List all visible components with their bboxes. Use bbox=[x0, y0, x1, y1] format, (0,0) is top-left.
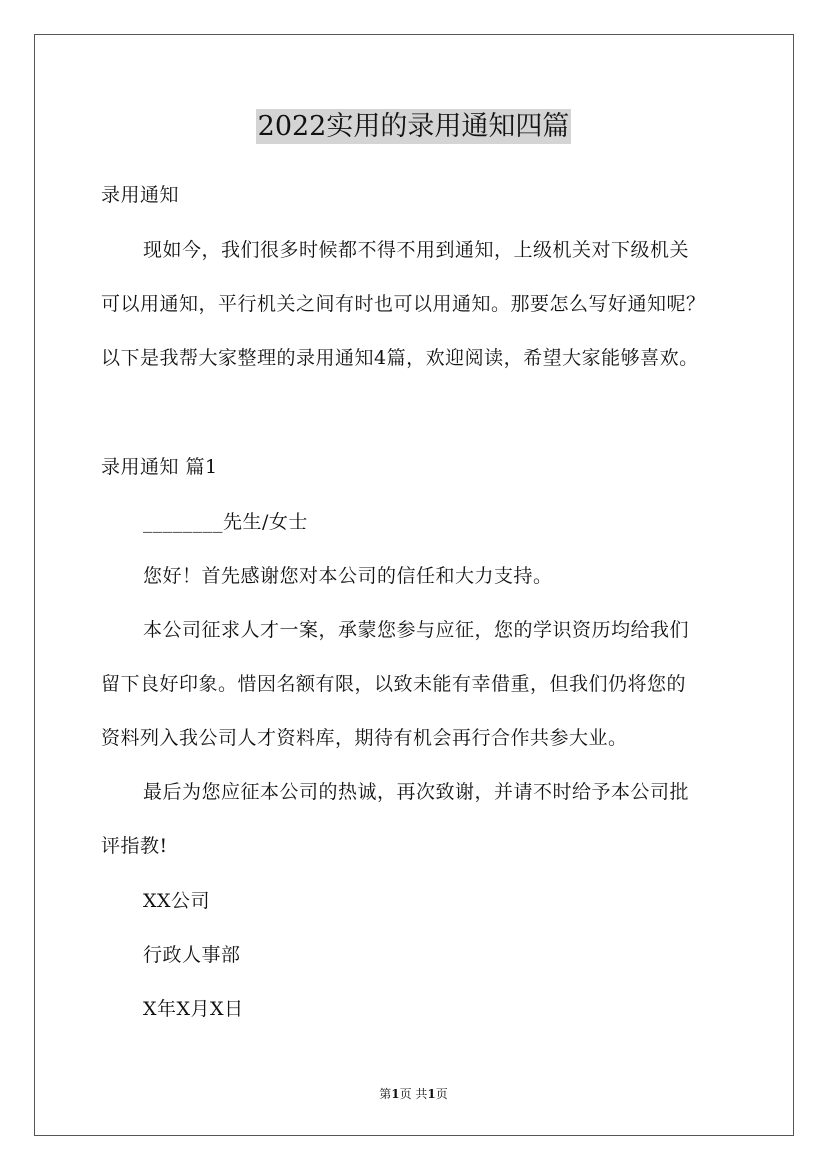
body-line-1: 本公司征求人才一案，承蒙您参与应征，您的学识资历均给我们 bbox=[143, 619, 690, 641]
letter-date: X年X月X日 bbox=[143, 998, 244, 1020]
article-heading: 录用通知 篇1 bbox=[101, 456, 218, 478]
body-line-2: 留下良好印象。惜因名额有限，以致未能有幸借重，但我们仍将您的 bbox=[101, 673, 687, 695]
footer-page-total: 1 bbox=[427, 1087, 436, 1101]
body-line-3: 资料列入我公司人才资料库，期待有机会再行合作共参大业。 bbox=[101, 727, 628, 749]
footer-page-mid: 页 共 bbox=[399, 1087, 428, 1101]
intro-line-1: 现如今，我们很多时候都不得不用到通知，上级机关对下级机关 bbox=[143, 239, 690, 261]
footer-page-current: 1 bbox=[391, 1087, 400, 1101]
closing-line-2: 评指教! bbox=[101, 835, 168, 857]
footer-page-prefix: 第 bbox=[379, 1087, 392, 1101]
department-name: 行政人事部 bbox=[143, 944, 241, 966]
intro-line-3: 以下是我帮大家整理的录用通知4篇，欢迎阅读，希望大家能够喜欢。 bbox=[101, 347, 699, 369]
document-title: 2022实用的录用通知四篇 bbox=[257, 111, 570, 142]
section-heading: 录用通知 bbox=[101, 184, 180, 206]
closing-line-1: 最后为您应征本公司的热诚，再次致谢，并请不时给予本公司批 bbox=[143, 781, 690, 803]
greeting: 您好！首先感谢您对本公司的信任和大力支持。 bbox=[143, 565, 553, 587]
document-title-wrap bbox=[0, 104, 827, 143]
salutation: ________先生/女士 bbox=[143, 511, 308, 533]
footer-page-suffix: 页 bbox=[435, 1087, 448, 1101]
company-name: XX公司 bbox=[143, 890, 211, 912]
intro-line-2: 可以用通知，平行机关之间有时也可以用通知。那要怎么写好通知呢？ bbox=[101, 293, 706, 315]
page-footer bbox=[0, 1085, 827, 1102]
